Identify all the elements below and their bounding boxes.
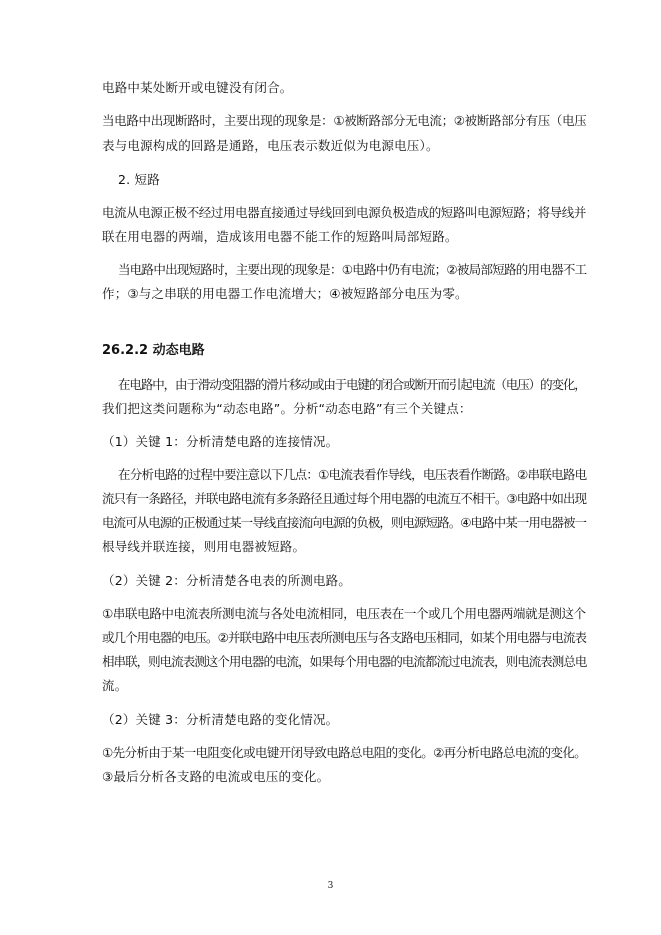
paragraph-key-point-1-detail-line-3: 电流可从电源的正极通过某一导线直接流向电源的负极，则电源短路。④电路中某一用电器被一: [102, 515, 587, 530]
paragraph-key-point-1-detail-line-2: 流只有一条路径，并联电路电流有多条路径且通过每个用电器的电流互不相干。③电路中如出现: [102, 491, 587, 506]
paragraph-dynamic-circuit-intro-line-1: 在电路中，由于滑动变阻器的滑片移动或由于电键的闭合或断开而引起电流（电压）的变化，: [118, 377, 586, 392]
page-number: 3: [327, 881, 334, 891]
paragraph-short-circuit-phenomena-line-1: 当电路中出现短路时，主要出现的现象是：①电路中仍有电流；②被局部短路的用电器不工: [118, 262, 587, 277]
paragraph-key-point-2-detail-line-1: ①串联电路中电流表所测电流与各处电流相同，电压表在一个或几个用电器两端就是测这个: [102, 606, 586, 621]
key-point-3: （2）关键 3：分析清楚电路的变化情况。: [102, 712, 339, 727]
paragraph-open-circuit-phenomena-line-1: 当电路中出现断路时，主要出现的现象是：①被断路部分无电流；②被断路部分有压（电压: [102, 113, 587, 128]
section-heading: 26.2.2 动态电路: [102, 343, 205, 358]
subheading-short-circuit: 2. 短路: [118, 172, 160, 187]
paragraph-key-point-1-detail-line-4: 根导线并联连接，则用电器被短路。: [102, 539, 306, 554]
paragraph-dynamic-circuit-intro-line-2: 我们把这类问题称为“动态电路”。分析“动态电路”有三个关键点：: [102, 401, 472, 416]
paragraph-short-circuit-definition-line-1: 电流从电源正极不经过用电器直接通过导线回到电源负极造成的短路叫电源短路；将导线并: [102, 205, 587, 220]
paragraph-key-point-3-detail-line-1: ①先分析由于某一电阻变化或电键开闭导致电路总电阻的变化。②再分析电路总电流的变化。: [102, 745, 587, 760]
key-point-1: （1）关键 1：分析清楚电路的连接情况。: [102, 434, 339, 449]
paragraph-short-circuit-definition-line-2: 联在用电器的两端，造成该用电器不能工作的短路叫局部短路。: [102, 229, 458, 244]
paragraph-key-point-1-detail-line-1: 在分析电路的过程中要注意以下几点：①电流表看作导线，电压表看作断路。②串联电路电: [118, 467, 587, 482]
paragraph-key-point-2-detail-line-3: 相串联，则电流表测这个用电器的电流，如果每个用电器的电流都流过电流表，则电流表测总电: [102, 654, 587, 669]
key-point-2: （2）关键 2：分析清楚各电表的所测电路。: [102, 573, 352, 588]
paragraph-short-circuit-phenomena-line-2: 作；③与之串联的用电器工作电流增大；④被短路部分电压为零。: [102, 286, 468, 301]
paragraph-key-point-3-detail-line-2: ③最后分析各支路的电流或电压的变化。: [102, 769, 330, 784]
paragraph-key-point-2-detail-line-4: 流。: [102, 678, 128, 693]
paragraph-open-circuit-cause: 电路中某处断开或电键没有闭合。: [102, 80, 293, 95]
paragraph-key-point-2-detail-line-2: 或几个用电器的电压。②并联电路中电压表所测电压与各支路电压相同，如某个用电器与电流表: [102, 630, 587, 645]
paragraph-open-circuit-phenomena-line-2: 表与电源构成的回路是通路，电压表示数近似为电源电压）。: [102, 138, 439, 153]
